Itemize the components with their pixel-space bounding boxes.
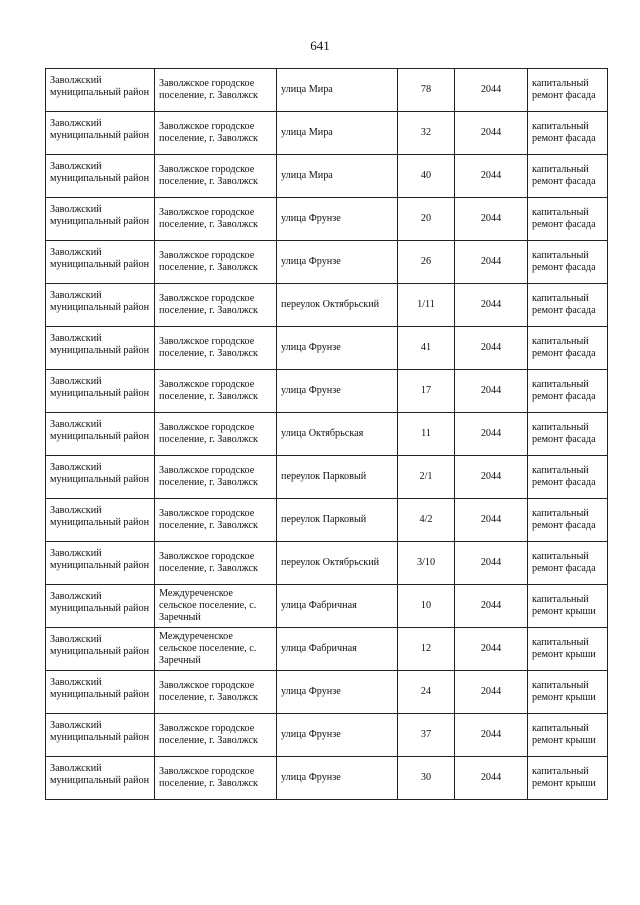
settlement-cell: Междуреченское сельское поселение, с. Заречный xyxy=(155,585,277,628)
house-number-cell: 1/11 xyxy=(398,284,455,327)
district-cell xyxy=(46,499,155,542)
street-cell: улица Фрунзе xyxy=(277,370,398,413)
street-cell: улица Фрунзе xyxy=(277,241,398,284)
district-cell xyxy=(46,714,155,757)
house-number-cell: 26 xyxy=(398,241,455,284)
work-type-cell: капитальный ремонт фасада xyxy=(528,69,608,112)
settlement-cell: Заволжское городское поселение, г. Заволжск xyxy=(155,413,277,456)
district-text: Заволжский муниципальный район xyxy=(50,634,150,657)
street-cell: улица Фабричная xyxy=(277,585,398,628)
district-cell xyxy=(46,456,155,499)
house-number-cell: 4/2 xyxy=(398,499,455,542)
district-cell xyxy=(46,198,155,241)
district-text: Заволжский муниципальный район xyxy=(50,376,150,399)
table-row xyxy=(46,542,608,585)
district-text: Заволжский муниципальный район xyxy=(50,720,150,743)
table-row xyxy=(46,327,608,370)
district-text: Заволжский муниципальный район xyxy=(50,763,150,786)
page-number: 641 xyxy=(310,38,330,53)
work-type-cell: капитальный ремонт фасада xyxy=(528,155,608,198)
year-cell: 2044 xyxy=(455,370,528,413)
settlement-cell: Заволжское городское поселение, г. Заволжск xyxy=(155,499,277,542)
district-text: Заволжский муниципальный район xyxy=(50,204,150,227)
settlement-cell: Заволжское городское поселение, г. Заволжск xyxy=(155,198,277,241)
settlement-cell: Междуреченское сельское поселение, с. Заречный xyxy=(155,628,277,671)
year-cell: 2044 xyxy=(455,714,528,757)
table-row xyxy=(46,628,608,671)
district-text: Заволжский муниципальный район xyxy=(50,591,150,614)
table-row xyxy=(46,585,608,628)
work-type-cell: капитальный ремонт фасада xyxy=(528,241,608,284)
house-number-cell: 3/10 xyxy=(398,542,455,585)
work-type-cell: капитальный ремонт фасада xyxy=(528,456,608,499)
work-type-cell: капитальный ремонт фасада xyxy=(528,327,608,370)
settlement-cell: Заволжское городское поселение, г. Заволжск xyxy=(155,714,277,757)
table-row xyxy=(46,499,608,542)
house-number-cell: 2/1 xyxy=(398,456,455,499)
year-cell: 2044 xyxy=(455,628,528,671)
street-cell: улица Октябрьская xyxy=(277,413,398,456)
street-cell: переулок Октябрьский xyxy=(277,284,398,327)
work-type-cell: капитальный ремонт крыши xyxy=(528,757,608,800)
street-cell: улица Фрунзе xyxy=(277,198,398,241)
year-cell: 2044 xyxy=(455,456,528,499)
house-number-cell: 41 xyxy=(398,327,455,370)
district-cell xyxy=(46,112,155,155)
district-cell xyxy=(46,155,155,198)
settlement-cell: Заволжское городское поселение, г. Заволжск xyxy=(155,112,277,155)
year-cell: 2044 xyxy=(455,671,528,714)
street-cell: улица Мира xyxy=(277,69,398,112)
house-number-cell: 32 xyxy=(398,112,455,155)
work-type-cell: капитальный ремонт крыши xyxy=(528,628,608,671)
street-cell: улица Фрунзе xyxy=(277,757,398,800)
house-number-cell: 24 xyxy=(398,671,455,714)
house-number-cell: 10 xyxy=(398,585,455,628)
district-text: Заволжский муниципальный район xyxy=(50,118,150,141)
district-cell xyxy=(46,671,155,714)
district-text: Заволжский муниципальный район xyxy=(50,677,150,700)
district-text: Заволжский муниципальный район xyxy=(50,548,150,571)
table-row xyxy=(46,112,608,155)
year-cell: 2044 xyxy=(455,241,528,284)
settlement-cell: Заволжское городское поселение, г. Заволжск xyxy=(155,241,277,284)
table-row xyxy=(46,69,608,112)
work-type-cell: капитальный ремонт фасада xyxy=(528,499,608,542)
house-number-cell: 37 xyxy=(398,714,455,757)
year-cell: 2044 xyxy=(455,413,528,456)
district-text: Заволжский муниципальный район xyxy=(50,333,150,356)
work-type-cell: капитальный ремонт крыши xyxy=(528,671,608,714)
table-row xyxy=(46,757,608,800)
house-number-cell: 11 xyxy=(398,413,455,456)
table-row xyxy=(46,714,608,757)
district-text: Заволжский муниципальный район xyxy=(50,75,150,98)
settlement-cell: Заволжское городское поселение, г. Заволжск xyxy=(155,671,277,714)
work-type-cell: капитальный ремонт фасада xyxy=(528,413,608,456)
house-number-cell: 20 xyxy=(398,198,455,241)
district-cell xyxy=(46,284,155,327)
street-cell: улица Мира xyxy=(277,155,398,198)
house-number-cell: 30 xyxy=(398,757,455,800)
work-type-cell: капитальный ремонт фасада xyxy=(528,542,608,585)
district-text: Заволжский муниципальный район xyxy=(50,419,150,442)
year-cell: 2044 xyxy=(455,112,528,155)
table-row xyxy=(46,413,608,456)
year-cell: 2044 xyxy=(455,499,528,542)
year-cell: 2044 xyxy=(455,69,528,112)
settlement-cell: Заволжское городское поселение, г. Заволжск xyxy=(155,284,277,327)
district-cell xyxy=(46,327,155,370)
year-cell: 2044 xyxy=(455,757,528,800)
district-cell xyxy=(46,585,155,628)
district-text: Заволжский муниципальный район xyxy=(50,161,150,184)
house-number-cell: 17 xyxy=(398,370,455,413)
street-cell: переулок Октябрьский xyxy=(277,542,398,585)
district-text: Заволжский муниципальный район xyxy=(50,505,150,528)
table-row xyxy=(46,241,608,284)
district-text: Заволжский муниципальный район xyxy=(50,462,150,485)
house-number-cell: 40 xyxy=(398,155,455,198)
settlement-cell: Заволжское городское поселение, г. Заволжск xyxy=(155,69,277,112)
table-row xyxy=(46,456,608,499)
repair-schedule-table xyxy=(45,68,608,800)
work-type-cell: капитальный ремонт фасада xyxy=(528,284,608,327)
settlement-cell: Заволжское городское поселение, г. Заволжск xyxy=(155,370,277,413)
district-cell xyxy=(46,628,155,671)
district-cell xyxy=(46,370,155,413)
year-cell: 2044 xyxy=(455,155,528,198)
table-row xyxy=(46,370,608,413)
street-cell: улица Фабричная xyxy=(277,628,398,671)
house-number-cell: 12 xyxy=(398,628,455,671)
street-cell: переулок Парковый xyxy=(277,456,398,499)
year-cell: 2044 xyxy=(455,542,528,585)
year-cell: 2044 xyxy=(455,284,528,327)
street-cell: улица Фрунзе xyxy=(277,714,398,757)
year-cell: 2044 xyxy=(455,198,528,241)
settlement-cell: Заволжское городское поселение, г. Заволжск xyxy=(155,155,277,198)
district-cell xyxy=(46,757,155,800)
year-cell: 2044 xyxy=(455,585,528,628)
work-type-cell: капитальный ремонт крыши xyxy=(528,585,608,628)
table-row xyxy=(46,671,608,714)
table-row xyxy=(46,155,608,198)
street-cell: улица Фрунзе xyxy=(277,327,398,370)
year-cell: 2044 xyxy=(455,327,528,370)
settlement-cell: Заволжское городское поселение, г. Заволжск xyxy=(155,542,277,585)
street-cell: улица Фрунзе xyxy=(277,671,398,714)
table-body xyxy=(46,69,608,800)
table-row xyxy=(46,284,608,327)
district-text: Заволжский муниципальный район xyxy=(50,290,150,313)
district-cell xyxy=(46,69,155,112)
work-type-cell: капитальный ремонт фасада xyxy=(528,112,608,155)
table-row xyxy=(46,198,608,241)
settlement-cell: Заволжское городское поселение, г. Заволжск xyxy=(155,757,277,800)
work-type-cell: капитальный ремонт фасада xyxy=(528,198,608,241)
work-type-cell: капитальный ремонт крыши xyxy=(528,714,608,757)
house-number-cell: 78 xyxy=(398,69,455,112)
district-cell xyxy=(46,542,155,585)
settlement-cell: Заволжское городское поселение, г. Заволжск xyxy=(155,327,277,370)
district-text: Заволжский муниципальный район xyxy=(50,247,150,270)
settlement-cell: Заволжское городское поселение, г. Заволжск xyxy=(155,456,277,499)
street-cell: переулок Парковый xyxy=(277,499,398,542)
district-cell xyxy=(46,413,155,456)
district-cell xyxy=(46,241,155,284)
street-cell: улица Мира xyxy=(277,112,398,155)
work-type-cell: капитальный ремонт фасада xyxy=(528,370,608,413)
